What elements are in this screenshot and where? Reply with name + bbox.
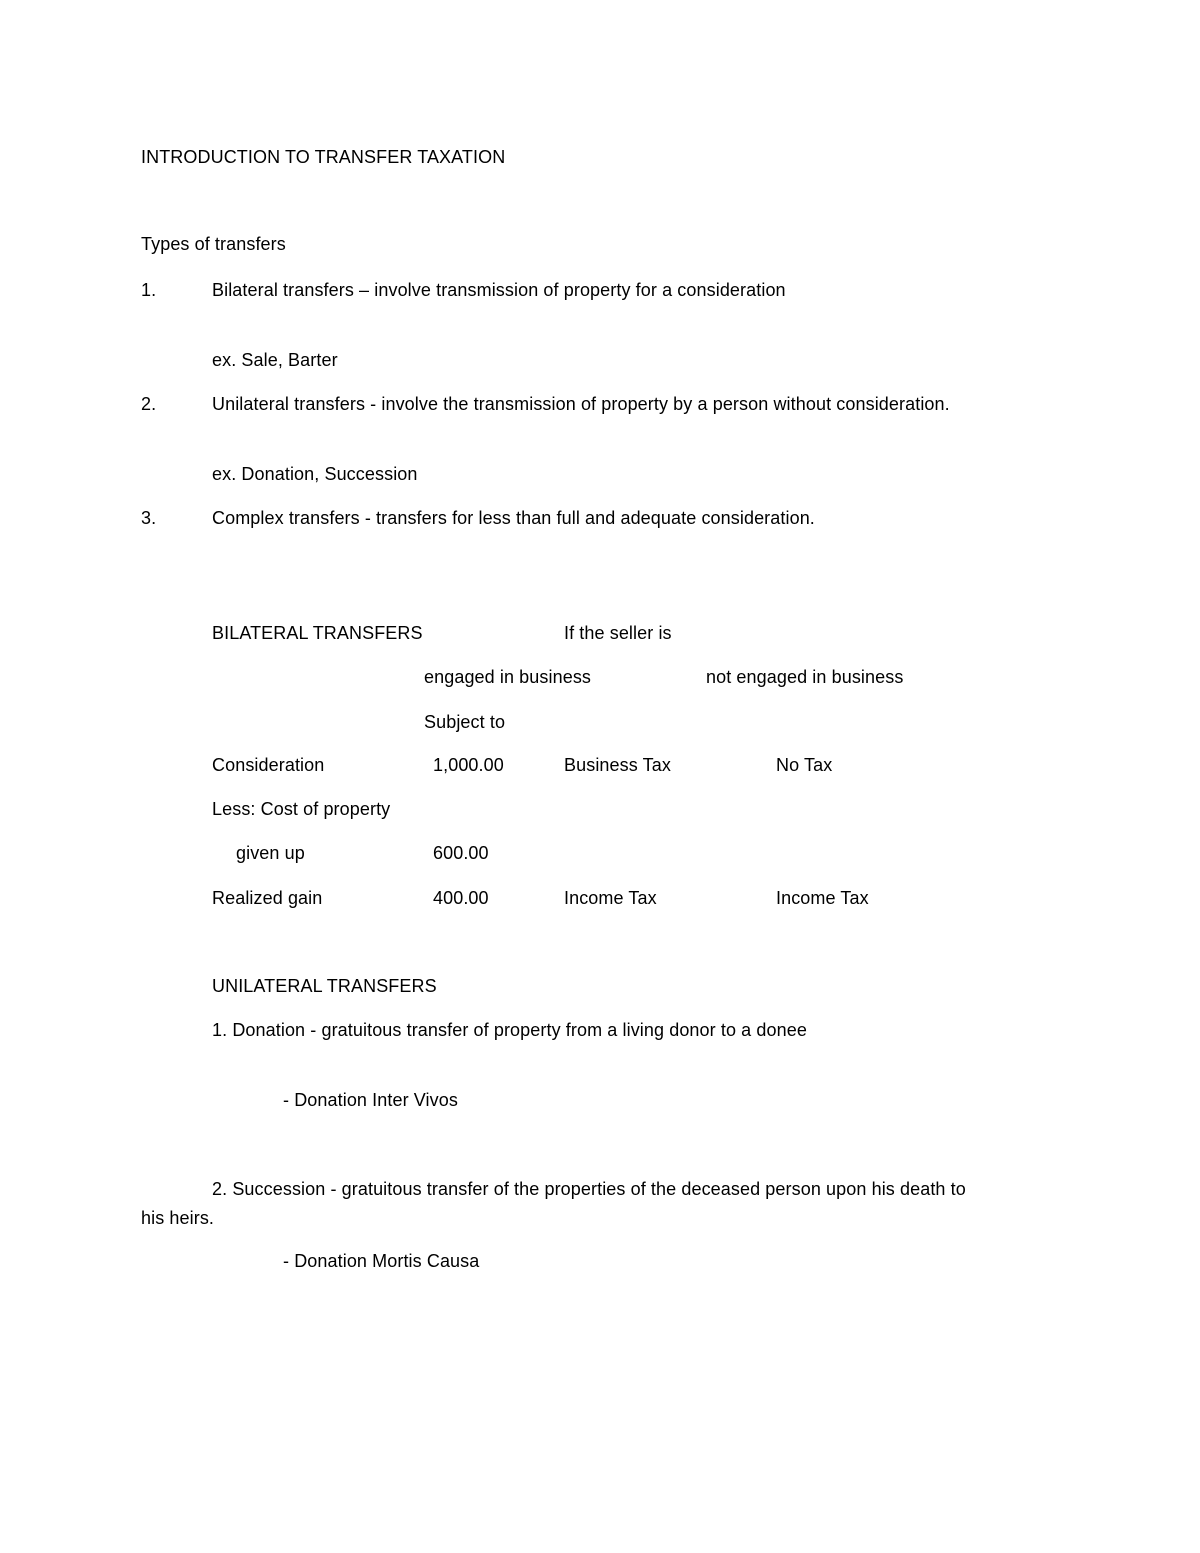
- succession-note: - Donation Mortis Causa: [283, 1251, 480, 1271]
- page-title: INTRODUCTION TO TRANSFER TAXATION: [141, 147, 506, 167]
- type-3-number: 3.: [141, 508, 157, 528]
- row-given-up-amount: 600.00: [433, 843, 489, 863]
- bilateral-heading: BILATERAL TRANSFERS: [212, 623, 423, 643]
- row-given-up-label: given up: [236, 843, 305, 863]
- type-1-example: ex. Sale, Barter: [212, 350, 338, 370]
- type-2-text: Unilateral transfers - involve the transmission of property by a person without consideration.: [212, 394, 950, 414]
- type-3-text: Complex transfers - transfers for less than full and adequate consideration.: [212, 508, 815, 528]
- types-heading: Types of transfers: [141, 234, 286, 254]
- col-engaged-header: engaged in business: [424, 667, 592, 687]
- row-consideration-engaged: Business Tax: [564, 755, 671, 775]
- succession-definition-line-2: his heirs.: [141, 1208, 215, 1228]
- type-1-number: 1.: [141, 280, 157, 300]
- donation-definition: 1. Donation - gratuitous transfer of property from a living donor to a donee: [212, 1020, 807, 1040]
- col-not-engaged-header: not engaged in business: [706, 667, 904, 687]
- unilateral-heading: UNILATERAL TRANSFERS: [212, 976, 437, 996]
- row-realized-gain-amount: 400.00: [433, 888, 489, 908]
- succession-definition-line-1: 2. Succession - gratuitous transfer of the properties of the deceased person upon his death to: [212, 1179, 966, 1199]
- type-1-text: Bilateral transfers – involve transmission of property for a consideration: [212, 280, 786, 300]
- donation-note: - Donation Inter Vivos: [283, 1090, 458, 1110]
- row-consideration-not-engaged: No Tax: [776, 755, 833, 775]
- subject-to-label: Subject to: [424, 712, 506, 732]
- row-less-cost-label: Less: Cost of property: [212, 799, 391, 819]
- row-consideration-amount: 1,000.00: [433, 755, 504, 775]
- row-consideration-label: Consideration: [212, 755, 325, 775]
- type-2-number: 2.: [141, 394, 157, 414]
- row-realized-gain-label: Realized gain: [212, 888, 323, 908]
- row-realized-gain-not-engaged: Income Tax: [776, 888, 869, 908]
- row-realized-gain-engaged: Income Tax: [564, 888, 657, 908]
- type-2-example: ex. Donation, Succession: [212, 464, 418, 484]
- seller-header: If the seller is: [564, 623, 672, 643]
